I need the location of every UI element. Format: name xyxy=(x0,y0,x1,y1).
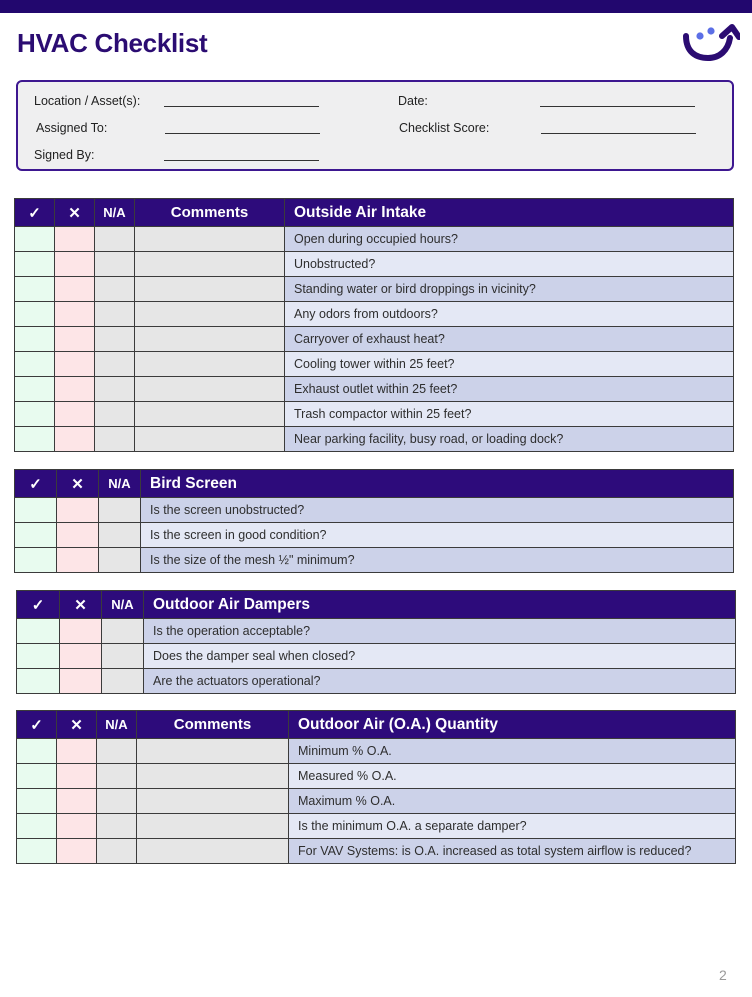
na-cell[interactable] xyxy=(102,644,144,669)
location-field[interactable] xyxy=(164,106,319,107)
na-cell[interactable] xyxy=(97,839,137,864)
score-field[interactable] xyxy=(541,133,696,134)
question-text: Maximum % O.A. xyxy=(289,789,736,814)
table-row xyxy=(15,427,734,452)
na-cell[interactable] xyxy=(95,227,135,252)
cross-cell[interactable] xyxy=(60,619,102,644)
na-cell[interactable] xyxy=(95,302,135,327)
na-cell[interactable] xyxy=(102,619,144,644)
question-text: Open during occupied hours? xyxy=(285,227,734,252)
check-cell[interactable] xyxy=(17,814,57,839)
table-row xyxy=(17,739,736,764)
check-cell[interactable] xyxy=(15,427,55,452)
score-label: Checklist Score: xyxy=(399,121,490,135)
table-row xyxy=(15,402,734,427)
date-field[interactable] xyxy=(540,106,695,107)
check-cell[interactable] xyxy=(15,523,57,548)
assigned-field[interactable] xyxy=(165,133,320,134)
table-row xyxy=(17,789,736,814)
table-row xyxy=(17,619,736,644)
na-cell[interactable] xyxy=(95,277,135,302)
cross-cell[interactable] xyxy=(57,764,97,789)
top-accent-bar xyxy=(0,0,752,13)
cross-cell[interactable] xyxy=(57,789,97,814)
date-label: Date: xyxy=(398,94,428,108)
comment-cell[interactable] xyxy=(135,427,285,452)
question-text: Standing water or bird droppings in vicinity? xyxy=(285,277,734,302)
comment-cell[interactable] xyxy=(135,277,285,302)
comments-column-header: Comments xyxy=(135,199,285,227)
cross-cell[interactable] xyxy=(60,669,102,694)
comment-cell[interactable] xyxy=(135,227,285,252)
na-cell[interactable] xyxy=(99,548,141,573)
table-row xyxy=(15,377,734,402)
cross-cell[interactable] xyxy=(55,302,95,327)
check-cell[interactable] xyxy=(15,352,55,377)
cross-column-header: ✕ xyxy=(57,470,99,498)
cross-cell[interactable] xyxy=(55,427,95,452)
question-text: Is the screen in good condition? xyxy=(141,523,734,548)
table-row xyxy=(15,302,734,327)
cross-cell[interactable] xyxy=(55,327,95,352)
page-number: 2 xyxy=(719,967,727,983)
comment-cell[interactable] xyxy=(137,789,289,814)
cross-cell[interactable] xyxy=(60,644,102,669)
smile-arrow-logo-icon xyxy=(682,22,740,62)
check-cell[interactable] xyxy=(15,252,55,277)
cross-cell[interactable] xyxy=(55,377,95,402)
cross-cell[interactable] xyxy=(55,227,95,252)
question-text: Is the operation acceptable? xyxy=(144,619,736,644)
question-text: Is the screen unobstructed? xyxy=(141,498,734,523)
comment-cell[interactable] xyxy=(135,302,285,327)
check-cell[interactable] xyxy=(15,498,57,523)
cross-column-header: ✕ xyxy=(57,711,97,739)
check-cell[interactable] xyxy=(15,548,57,573)
na-column-header: N/A xyxy=(95,199,135,227)
table-row xyxy=(17,764,736,789)
comment-cell[interactable] xyxy=(135,352,285,377)
location-label: Location / Asset(s): xyxy=(34,94,141,108)
na-cell[interactable] xyxy=(97,814,137,839)
na-cell[interactable] xyxy=(95,252,135,277)
question-text: Measured % O.A. xyxy=(289,764,736,789)
table-row xyxy=(17,814,736,839)
na-cell[interactable] xyxy=(99,523,141,548)
na-cell[interactable] xyxy=(95,402,135,427)
check-column-header: ✓ xyxy=(15,199,55,227)
comment-cell[interactable] xyxy=(135,377,285,402)
question-text: Is the size of the mesh ½" minimum? xyxy=(141,548,734,573)
table-row xyxy=(17,669,736,694)
cross-cell[interactable] xyxy=(57,739,97,764)
na-cell[interactable] xyxy=(95,377,135,402)
comment-cell[interactable] xyxy=(137,839,289,864)
table-row xyxy=(15,252,734,277)
table-row xyxy=(15,277,734,302)
check-cell[interactable] xyxy=(17,839,57,864)
question-text: Any odors from outdoors? xyxy=(285,302,734,327)
section-title: Outside Air Intake xyxy=(285,199,734,227)
cross-cell[interactable] xyxy=(55,277,95,302)
outdoor-air-quantity-table xyxy=(16,710,736,864)
table-row xyxy=(17,644,736,669)
na-cell[interactable] xyxy=(95,327,135,352)
cross-cell[interactable] xyxy=(57,523,99,548)
question-text: For VAV Systems: is O.A. increased as total system airflow is reduced? xyxy=(289,839,736,864)
comment-cell[interactable] xyxy=(137,739,289,764)
signed-field[interactable] xyxy=(164,160,319,161)
comment-cell[interactable] xyxy=(137,764,289,789)
table-row xyxy=(15,227,734,252)
question-text: Near parking facility, busy road, or loading dock? xyxy=(285,427,734,452)
check-cell[interactable] xyxy=(15,377,55,402)
na-cell[interactable] xyxy=(95,352,135,377)
question-text: Carryover of exhaust heat? xyxy=(285,327,734,352)
na-cell[interactable] xyxy=(97,764,137,789)
table-row xyxy=(15,352,734,377)
check-column-header: ✓ xyxy=(17,591,60,619)
comments-column-header: Comments xyxy=(137,711,289,739)
table-row xyxy=(15,548,734,573)
cross-cell[interactable] xyxy=(57,839,97,864)
na-cell[interactable] xyxy=(102,669,144,694)
cross-column-header: ✕ xyxy=(60,591,102,619)
na-cell[interactable] xyxy=(97,739,137,764)
bird-screen-table xyxy=(14,469,734,573)
comment-cell[interactable] xyxy=(137,814,289,839)
check-column-header: ✓ xyxy=(17,711,57,739)
check-cell[interactable] xyxy=(17,739,57,764)
cross-column-header: ✕ xyxy=(55,199,95,227)
question-text: Unobstructed? xyxy=(285,252,734,277)
question-text: Minimum % O.A. xyxy=(289,739,736,764)
na-cell[interactable] xyxy=(99,498,141,523)
question-text: Is the minimum O.A. a separate damper? xyxy=(289,814,736,839)
table-row xyxy=(15,327,734,352)
check-column-header: ✓ xyxy=(15,470,57,498)
question-text: Does the damper seal when closed? xyxy=(144,644,736,669)
assigned-label: Assigned To: xyxy=(36,121,108,135)
na-column-header: N/A xyxy=(97,711,137,739)
section-title: Outdoor Air Dampers xyxy=(144,591,736,619)
outdoor-air-dampers-table xyxy=(16,590,736,694)
page-title: HVAC Checklist xyxy=(17,28,208,58)
cross-cell[interactable] xyxy=(57,498,99,523)
na-cell[interactable] xyxy=(95,427,135,452)
na-cell[interactable] xyxy=(97,789,137,814)
comment-cell[interactable] xyxy=(135,252,285,277)
table-row xyxy=(15,498,734,523)
checklist-info-box xyxy=(16,80,734,171)
check-cell[interactable] xyxy=(17,644,60,669)
question-text: Are the actuators operational? xyxy=(144,669,736,694)
check-cell[interactable] xyxy=(15,402,55,427)
check-cell[interactable] xyxy=(15,277,55,302)
section-title: Outdoor Air (O.A.) Quantity xyxy=(289,711,736,739)
comment-cell[interactable] xyxy=(135,402,285,427)
comment-cell[interactable] xyxy=(135,327,285,352)
table-row xyxy=(17,839,736,864)
question-text: Trash compactor within 25 feet? xyxy=(285,402,734,427)
section-title: Bird Screen xyxy=(141,470,734,498)
question-text: Exhaust outlet within 25 feet? xyxy=(285,377,734,402)
check-cell[interactable] xyxy=(17,669,60,694)
cross-cell[interactable] xyxy=(55,252,95,277)
cross-cell[interactable] xyxy=(55,402,95,427)
check-cell[interactable] xyxy=(17,789,57,814)
signed-label: Signed By: xyxy=(34,148,95,162)
na-column-header: N/A xyxy=(102,591,144,619)
cross-cell[interactable] xyxy=(55,352,95,377)
check-cell[interactable] xyxy=(15,302,55,327)
cross-cell[interactable] xyxy=(57,814,97,839)
check-cell[interactable] xyxy=(15,227,55,252)
cross-cell[interactable] xyxy=(57,548,99,573)
outside-air-intake-table xyxy=(14,198,734,452)
table-row xyxy=(15,523,734,548)
check-cell[interactable] xyxy=(17,619,60,644)
question-text: Cooling tower within 25 feet? xyxy=(285,352,734,377)
check-cell[interactable] xyxy=(15,327,55,352)
na-column-header: N/A xyxy=(99,470,141,498)
check-cell[interactable] xyxy=(17,764,57,789)
